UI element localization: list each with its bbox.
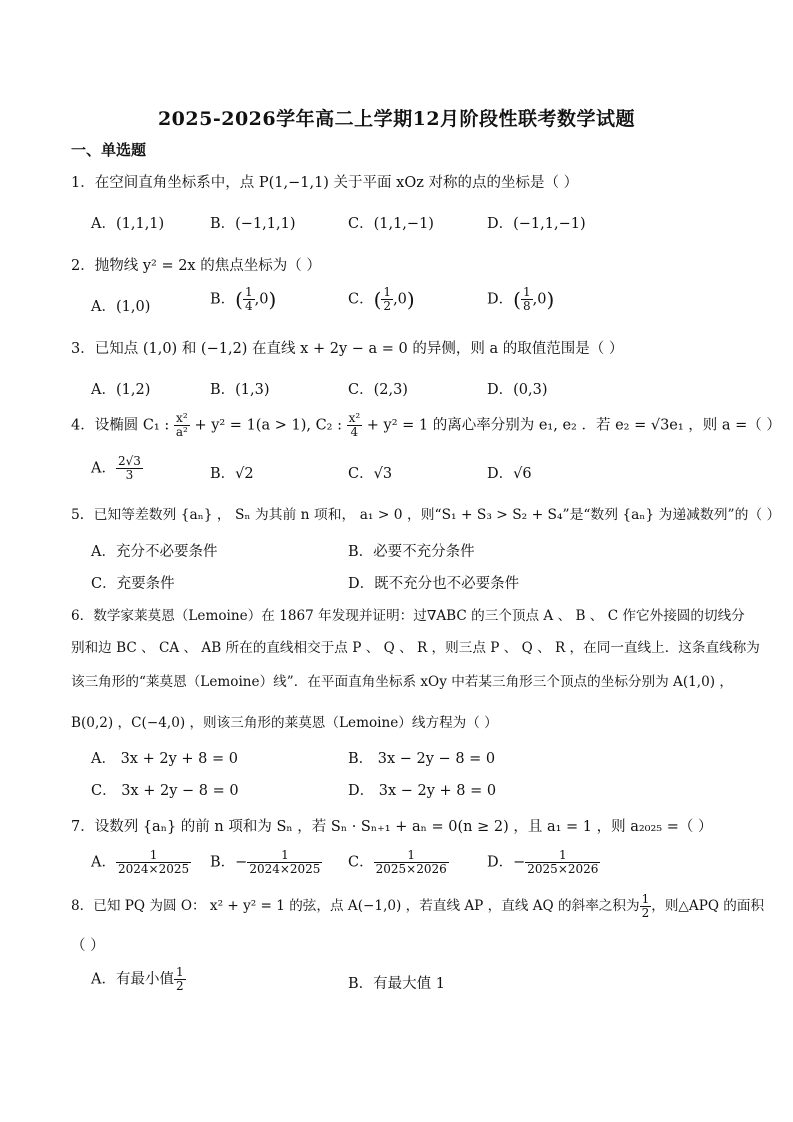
question-1-option-c: C．(1,1,−1) [348,216,434,232]
coordinate-tail: ,0 [254,291,269,308]
fraction: $\frac{1}{2}$ [175,965,184,994]
question-2-option-a: A．(1,0) [91,299,151,315]
question-6-option-d: D． 3x − 2y + 8 = 0 [348,783,497,799]
question-6-option-b: B． 3x − 2y − 8 = 0 [348,751,496,767]
question-5-option-d: D．既不充分也不必要条件 [348,576,520,592]
question-8-option-b: B．有最大值 1 [348,976,445,992]
fraction: $\frac{\text{x²}}{4}$ [348,411,361,440]
question-6-line-2: 别和边 BC 、 CA 、 AB 所在的直线相交于点 P 、 Q 、 R ，则三点 P 、 Q 、 R ，在同一直线上．这条直线称为 [71,640,760,656]
question-8-option-a: A．有最小值 $\frac{1}{2}$ [91,965,184,994]
fraction: $\frac{1}{4}$ [244,285,253,314]
question-2-stem: 2．抛物线 y² = 2x 的焦点坐标为（ ） [71,258,321,274]
question-6-option-a: A． 3x + 2y + 8 = 0 [91,751,238,767]
question-5-option-a: A．充分不必要条件 [91,544,218,560]
fraction: $\frac{1}{2025\times 2026}$ [527,848,599,877]
question-8-stem: 8．已知 PQ 为圆 O： x² + y² = 1 的弦，点 A(−1,0) ，若直线 AP ，直线 AQ 的斜率之积为 $\frac{1}{2}$ ，则△APQ 的面积 [71,892,765,921]
fraction: $\frac{1}{2024\times 2025}$ [249,848,321,877]
coordinate-tail: ,0 [532,291,547,308]
fraction: $\frac{1}{2}$ [641,892,650,921]
question-6-line-3: 该三角形的“莱莫恩（Lemoine）线”．在平面直角坐标系 xOy 中若某三角形三个顶点的坐标分别为 A(1,0) ， [71,674,733,690]
question-5-stem: 5．已知等差数列 {aₙ} ， Sₙ 为其前 n 项和， a₁ > 0 ，则“S₁ + S₃ > S₂ + S₄”是“数列 {aₙ} 为递减数列”的（ ） [71,507,781,523]
question-7-option-a: A． $\frac{1}{2024\times 2025}$ [91,848,190,877]
question-4-option-c: C．√3 [348,466,393,482]
question-6-option-c: C． 3x + 2y − 8 = 0 [91,783,239,799]
coordinate-tail: ,0 [393,291,407,308]
question-1-option-b: B．(−1,1,1) [210,216,296,232]
question-6-line-1: 6．数学家莱莫恩（Lemoine）在 1867 年发现并证明：过∇ABC 的三个顶点 A 、 B 、 C 作它外接圆的切线分 [71,608,745,624]
question-1-option-a: A．(1,1,1) [91,216,165,232]
question-4-option-d: D．√6 [487,466,532,482]
page-title: 2025-2026学年高二上学期12月阶段性联考数学试题 [157,108,636,130]
fraction: $\frac{2√3}{3}$ [117,454,141,483]
question-7-stem: 7．设数列 {aₙ} 的前 n 项和为 Sₙ ，若 Sₙ · Sₙ₊₁ + aₙ = 0(n ≥ 2) ，且 a₁ = 1 ，则 a₂₀₂₅ =（ ） [71,819,713,835]
fraction: $\frac{1}{8}$ [522,285,531,314]
fraction: $\frac{\text{x²}}{\text{a²}}$ [175,411,188,440]
question-3-option-b: B．(1,3) [210,382,270,398]
question-5-option-c: C．充要条件 [91,576,175,592]
question-5-option-b: B．必要不充分条件 [348,544,475,560]
question-4-option-b: B．√2 [210,466,254,482]
question-2-option-b: B．( $\frac{1}{4}$ ,0) [210,285,277,314]
fraction: $\frac{1}{2025\times 2026}$ [375,848,447,877]
fraction: $\frac{1}{2}$ [383,285,392,314]
question-7-option-b: B．− $\frac{1}{2024\times 2025}$ [210,848,321,877]
fraction: $\frac{1}{2024\times 2025}$ [117,848,190,877]
question-1-option-d: D．(−1,1,−1) [487,216,586,232]
question-3-option-c: C．(2,3) [348,382,408,398]
question-4-stem: 4．设椭圆 C₁ : $\frac{\text{x²}}{\text{a²}}$ + y² = 1(a > 1), C₂ : $\frac{\text{x²}}{4}$ + y² = 1 的离心率分别为 e₁, e₂ ．若 e₂ = √3e₁ ，则 a =（ ） [71,411,781,440]
question-7-option-c: C． $\frac{1}{2025\times 2026}$ [348,848,447,877]
question-8-answer-paren: （ ） [71,938,105,954]
question-3-stem: 3．已知点 (1,0) 和 (−1,2) 在直线 x + 2y − a = 0 的异侧，则 a 的取值范围是（ ） [71,341,624,357]
question-7-option-d: D．− $\frac{1}{2025\times 2026}$ [487,848,599,877]
question-6-line-4: B(0,2) ，C(−4,0) ，则该三角形的莱莫恩（Lemoine）线方程为（ ） [71,715,498,731]
question-4-option-a: A． $\frac{2√3}{3}$ [91,454,141,483]
question-2-option-c: C．( $\frac{1}{2}$ ,0) [348,285,415,314]
question-3-option-a: A．(1,2) [91,382,151,398]
question-3-option-d: D．(0,3) [487,382,548,398]
section-heading: 一、单选题 [71,141,147,159]
question-2-option-d: D．( $\frac{1}{8}$ ,0) [487,285,555,314]
question-1-stem: 1．在空间直角坐标系中，点 P(1,−1,1) 关于平面 xOz 对称的点的坐标是（ ） [71,175,579,191]
